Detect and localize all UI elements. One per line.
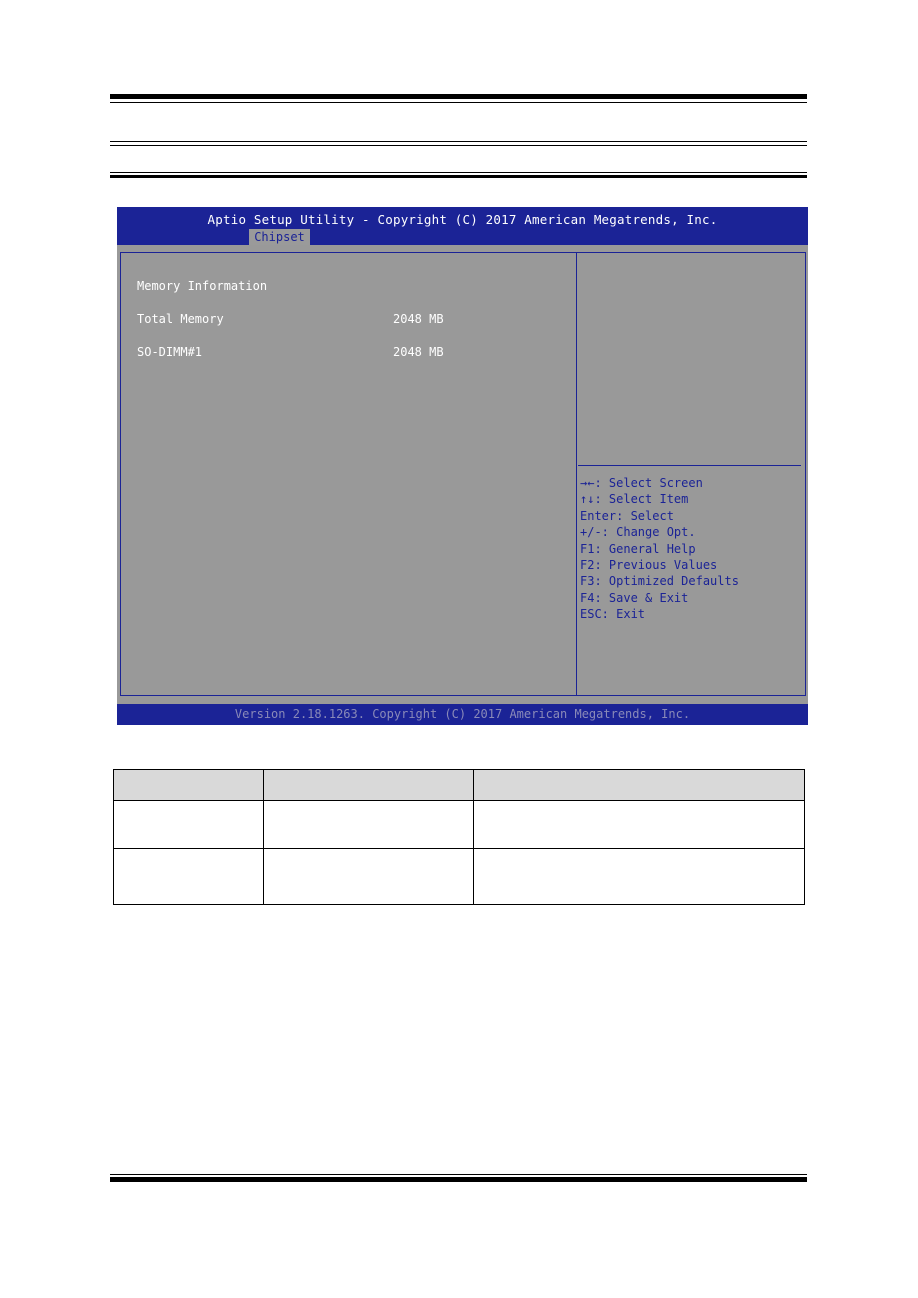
keyhelp-esc-exit: ESC: Exit	[580, 607, 646, 621]
memory-information-heading: Memory Information	[137, 279, 268, 293]
table-header-cell	[474, 770, 805, 801]
header-rule-thin	[110, 102, 807, 103]
options-table	[113, 769, 805, 905]
table-cell	[264, 849, 474, 905]
table-header-row	[114, 770, 805, 801]
table-header-cell	[264, 770, 474, 801]
keyhelp-optimized-defaults: F3: Optimized Defaults	[580, 574, 739, 588]
bios-version-footer: Version 2.18.1263. Copyright (C) 2017 American Megatrends, Inc.	[234, 707, 691, 721]
section-rule-upper-double	[110, 145, 807, 146]
bios-help-divider	[578, 465, 801, 466]
table-cell	[264, 801, 474, 849]
tab-chipset[interactable]: Chipset	[249, 229, 310, 245]
keyhelp-save-exit: F4: Save & Exit	[580, 591, 689, 605]
table-cell	[114, 801, 264, 849]
keyhelp-change-opt: +/-: Change Opt.	[580, 525, 696, 539]
bios-panel-divider	[576, 252, 577, 696]
keyhelp-previous-values: F2: Previous Values	[580, 558, 718, 572]
table-row	[114, 801, 805, 849]
total-memory-value: 2048 MB	[393, 312, 444, 326]
table-cell	[114, 849, 264, 905]
table-cell	[474, 849, 805, 905]
keyhelp-select-item: ↑↓: Select Item	[580, 492, 689, 506]
keyhelp-select-screen: →←: Select Screen	[580, 476, 703, 490]
section-rule-lower-thick	[110, 175, 807, 178]
bios-footer-bar	[117, 704, 808, 725]
footer-rule-thick	[110, 1177, 807, 1182]
table-cell	[474, 801, 805, 849]
table-header-cell	[114, 770, 264, 801]
table-row	[114, 849, 805, 905]
footer-rule-thin	[110, 1174, 807, 1175]
so-dimm-1-value: 2048 MB	[393, 345, 444, 359]
bios-title: Aptio Setup Utility - Copyright (C) 2017 American Megatrends, Inc.	[207, 212, 718, 227]
bios-header-bar	[117, 207, 808, 245]
total-memory-label: Total Memory	[137, 312, 224, 326]
header-rule-thick	[110, 94, 807, 99]
keyhelp-general-help: F1: General Help	[580, 542, 696, 556]
section-rule-upper	[110, 141, 807, 142]
section-rule-lower-thin	[110, 172, 807, 173]
bios-screenshot	[117, 207, 808, 725]
keyhelp-enter-select: Enter: Select	[580, 509, 674, 523]
so-dimm-1-label: SO-DIMM#1	[137, 345, 203, 359]
